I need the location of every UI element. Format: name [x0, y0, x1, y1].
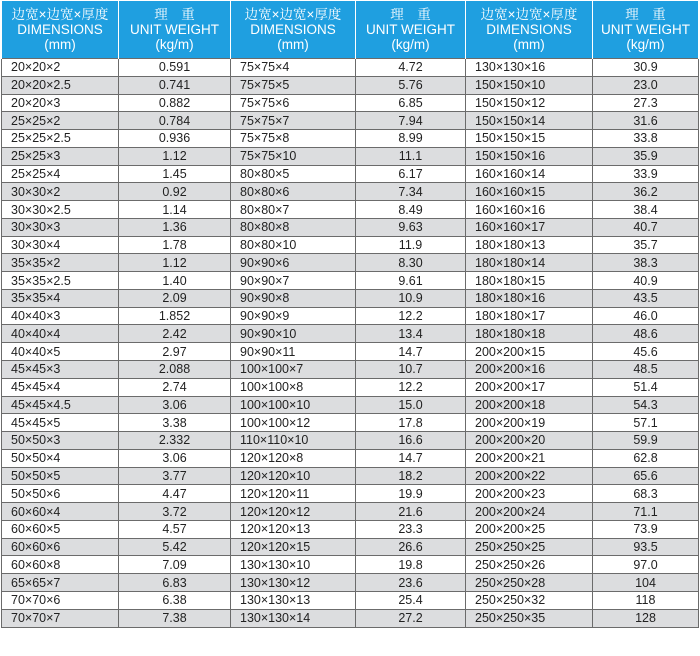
dimensions-cell: 160×160×14	[466, 165, 593, 183]
weight-cell: 16.6	[356, 432, 466, 450]
weight-cell: 118	[593, 591, 699, 609]
dimensions-cell: 100×100×8	[231, 378, 356, 396]
weight-cell: 3.77	[119, 467, 231, 485]
table-row	[2, 378, 699, 396]
dimensions-cell: 250×250×32	[466, 591, 593, 609]
dimensions-cell: 130×130×10	[231, 556, 356, 574]
dimensions-cell: 90×90×9	[231, 307, 356, 325]
table-row	[2, 201, 699, 219]
dimensions-cell: 45×45×5	[2, 414, 119, 432]
weight-cell: 14.7	[356, 343, 466, 361]
table-row	[2, 361, 699, 379]
dimensions-cell: 150×150×12	[466, 94, 593, 112]
table-row	[2, 94, 699, 112]
weight-cell: 0.882	[119, 94, 231, 112]
weight-cell: 43.5	[593, 289, 699, 307]
table-row	[2, 325, 699, 343]
dimensions-cell: 40×40×5	[2, 343, 119, 361]
dimensions-cell: 120×120×13	[231, 520, 356, 538]
header-cn: 理 重	[154, 7, 195, 22]
weight-cell: 2.088	[119, 361, 231, 379]
table-row	[2, 165, 699, 183]
header-en: DIMENSIONS	[17, 22, 103, 37]
header-unit: (kg/m)	[155, 37, 194, 52]
dimensions-cell: 200×200×20	[466, 432, 593, 450]
dimensions-cell: 200×200×25	[466, 520, 593, 538]
weight-cell: 40.7	[593, 218, 699, 236]
dimensions-cell: 180×180×17	[466, 307, 593, 325]
header-unit: (mm)	[513, 37, 545, 52]
dimensions-cell: 180×180×13	[466, 236, 593, 254]
weight-cell: 48.5	[593, 361, 699, 379]
weight-cell: 4.57	[119, 520, 231, 538]
dimensions-cell: 25×25×2.5	[2, 130, 119, 148]
weight-cell: 17.8	[356, 414, 466, 432]
dimensions-cell: 90×90×8	[231, 289, 356, 307]
dimensions-cell: 200×200×17	[466, 378, 593, 396]
weight-cell: 0.591	[119, 59, 231, 77]
weight-cell: 38.4	[593, 201, 699, 219]
weight-cell: 4.47	[119, 485, 231, 503]
table-row	[2, 254, 699, 272]
weight-cell: 97.0	[593, 556, 699, 574]
dimensions-cell: 45×45×4	[2, 378, 119, 396]
weight-cell: 23.3	[356, 520, 466, 538]
weight-cell: 1.40	[119, 272, 231, 290]
weight-cell: 45.6	[593, 343, 699, 361]
dimensions-cell: 75×75×10	[231, 147, 356, 165]
dimensions-cell: 130×130×16	[466, 59, 593, 77]
dimensions-cell: 150×150×14	[466, 112, 593, 130]
dimensions-cell: 250×250×28	[466, 574, 593, 592]
weight-cell: 57.1	[593, 414, 699, 432]
weight-cell: 1.45	[119, 165, 231, 183]
weight-cell: 7.38	[119, 609, 231, 627]
weight-cell: 11.9	[356, 236, 466, 254]
table-row	[2, 556, 699, 574]
weight-cell: 6.85	[356, 94, 466, 112]
weight-cell: 0.741	[119, 76, 231, 94]
weight-cell: 31.6	[593, 112, 699, 130]
dimensions-cell: 65×65×7	[2, 574, 119, 592]
header-unit: (mm)	[44, 37, 76, 52]
dimensions-cell: 100×100×12	[231, 414, 356, 432]
header-en: UNIT WEIGHT	[366, 22, 455, 37]
dimensions-cell: 200×200×23	[466, 485, 593, 503]
table-row	[2, 218, 699, 236]
weight-cell: 3.38	[119, 414, 231, 432]
dimensions-cell: 75×75×6	[231, 94, 356, 112]
weight-cell: 0.92	[119, 183, 231, 201]
weight-cell: 33.8	[593, 130, 699, 148]
dimensions-cell: 50×50×5	[2, 467, 119, 485]
weight-cell: 25.4	[356, 591, 466, 609]
dimensions-cell: 150×150×16	[466, 147, 593, 165]
weight-cell: 1.36	[119, 218, 231, 236]
dimensions-cell: 200×200×22	[466, 467, 593, 485]
weight-cell: 0.936	[119, 130, 231, 148]
table-body	[2, 59, 699, 628]
dimensions-cell: 130×130×12	[231, 574, 356, 592]
dimensions-cell: 80×80×8	[231, 218, 356, 236]
dimensions-cell: 75×75×5	[231, 76, 356, 94]
table-row	[2, 183, 699, 201]
dimensions-cell: 100×100×7	[231, 361, 356, 379]
header-dimensions-2	[231, 1, 356, 59]
weight-cell: 1.12	[119, 147, 231, 165]
weight-cell: 35.7	[593, 236, 699, 254]
weight-cell: 8.49	[356, 201, 466, 219]
dimensions-cell: 150×150×10	[466, 76, 593, 94]
dimensions-cell: 25×25×4	[2, 165, 119, 183]
dimensions-cell: 30×30×2.5	[2, 201, 119, 219]
header-cn: 理 重	[390, 7, 431, 22]
weight-cell: 13.4	[356, 325, 466, 343]
dimensions-cell: 60×60×5	[2, 520, 119, 538]
dimensions-cell: 250×250×25	[466, 538, 593, 556]
table-row	[2, 538, 699, 556]
dimensions-cell: 200×200×19	[466, 414, 593, 432]
dimensions-cell: 120×120×12	[231, 503, 356, 521]
header-unit: (kg/m)	[626, 37, 665, 52]
header-unit-weight-3	[593, 1, 699, 59]
dimensions-cell: 160×160×16	[466, 201, 593, 219]
dimensions-cell: 130×130×14	[231, 609, 356, 627]
dimensions-cell: 250×250×26	[466, 556, 593, 574]
weight-cell: 71.1	[593, 503, 699, 521]
weight-cell: 11.1	[356, 147, 466, 165]
weight-cell: 7.94	[356, 112, 466, 130]
dimensions-cell: 45×45×3	[2, 361, 119, 379]
weight-cell: 73.9	[593, 520, 699, 538]
dimensions-cell: 50×50×6	[2, 485, 119, 503]
weight-cell: 6.83	[119, 574, 231, 592]
weight-cell: 1.852	[119, 307, 231, 325]
weight-cell: 30.9	[593, 59, 699, 77]
weight-cell: 46.0	[593, 307, 699, 325]
header-en: DIMENSIONS	[486, 22, 572, 37]
dimensions-cell: 25×25×2	[2, 112, 119, 130]
weight-cell: 15.0	[356, 396, 466, 414]
weight-cell: 2.09	[119, 289, 231, 307]
dimensions-cell: 20×20×2.5	[2, 76, 119, 94]
dimensions-cell: 35×35×2.5	[2, 272, 119, 290]
dimensions-cell: 110×110×10	[231, 432, 356, 450]
table-row	[2, 112, 699, 130]
header-unit: (mm)	[277, 37, 309, 52]
weight-cell: 2.97	[119, 343, 231, 361]
table-row	[2, 76, 699, 94]
dimensions-cell: 80×80×6	[231, 183, 356, 201]
table-row	[2, 503, 699, 521]
weight-cell: 7.09	[119, 556, 231, 574]
table-row	[2, 467, 699, 485]
weight-cell: 1.78	[119, 236, 231, 254]
dimensions-cell: 90×90×7	[231, 272, 356, 290]
weight-cell: 8.99	[356, 130, 466, 148]
weight-cell: 104	[593, 574, 699, 592]
weight-cell: 19.8	[356, 556, 466, 574]
table-row	[2, 59, 699, 77]
weight-cell: 18.2	[356, 467, 466, 485]
dimensions-cell: 200×200×15	[466, 343, 593, 361]
weight-cell: 14.7	[356, 449, 466, 467]
dimensions-cell: 130×130×13	[231, 591, 356, 609]
dimensions-cell: 35×35×4	[2, 289, 119, 307]
angle-steel-weight-table	[1, 1, 699, 628]
dimensions-cell: 180×180×18	[466, 325, 593, 343]
weight-cell: 27.2	[356, 609, 466, 627]
weight-cell: 10.7	[356, 361, 466, 379]
dimensions-cell: 120×120×15	[231, 538, 356, 556]
dimensions-cell: 60×60×4	[2, 503, 119, 521]
table-row	[2, 432, 699, 450]
weight-cell: 2.332	[119, 432, 231, 450]
weight-cell: 38.3	[593, 254, 699, 272]
dimensions-cell: 120×120×8	[231, 449, 356, 467]
table-row	[2, 147, 699, 165]
dimensions-cell: 45×45×4.5	[2, 396, 119, 414]
dimensions-cell: 35×35×2	[2, 254, 119, 272]
dimensions-cell: 90×90×6	[231, 254, 356, 272]
header-en: DIMENSIONS	[250, 22, 336, 37]
header-unit-weight-2	[356, 1, 466, 59]
dimensions-cell: 90×90×10	[231, 325, 356, 343]
weight-cell: 1.12	[119, 254, 231, 272]
table-row	[2, 396, 699, 414]
weight-cell: 9.63	[356, 218, 466, 236]
weight-cell: 48.6	[593, 325, 699, 343]
dimensions-cell: 180×180×14	[466, 254, 593, 272]
dimensions-cell: 20×20×2	[2, 59, 119, 77]
header-en: UNIT WEIGHT	[601, 22, 690, 37]
dimensions-cell: 60×60×6	[2, 538, 119, 556]
dimensions-cell: 120×120×11	[231, 485, 356, 503]
dimensions-cell: 30×30×3	[2, 218, 119, 236]
dimensions-cell: 75×75×4	[231, 59, 356, 77]
weight-cell: 5.42	[119, 538, 231, 556]
dimensions-cell: 20×20×3	[2, 94, 119, 112]
weight-cell: 12.2	[356, 307, 466, 325]
table-row	[2, 449, 699, 467]
weight-cell: 23.6	[356, 574, 466, 592]
dimensions-cell: 120×120×10	[231, 467, 356, 485]
dimensions-cell: 75×75×7	[231, 112, 356, 130]
dimensions-cell: 100×100×10	[231, 396, 356, 414]
header-dimensions-1	[2, 1, 119, 59]
weight-cell: 21.6	[356, 503, 466, 521]
weight-cell: 23.0	[593, 76, 699, 94]
dimensions-cell: 250×250×35	[466, 609, 593, 627]
header-en: UNIT WEIGHT	[130, 22, 219, 37]
dimensions-cell: 30×30×4	[2, 236, 119, 254]
dimensions-cell: 200×200×21	[466, 449, 593, 467]
weight-cell: 62.8	[593, 449, 699, 467]
table-row	[2, 591, 699, 609]
weight-cell: 10.9	[356, 289, 466, 307]
dimensions-cell: 150×150×15	[466, 130, 593, 148]
dimensions-cell: 200×200×18	[466, 396, 593, 414]
weight-cell: 0.784	[119, 112, 231, 130]
table-row	[2, 609, 699, 627]
dimensions-cell: 160×160×17	[466, 218, 593, 236]
dimensions-cell: 80×80×5	[231, 165, 356, 183]
dimensions-cell: 40×40×4	[2, 325, 119, 343]
dimensions-cell: 160×160×15	[466, 183, 593, 201]
weight-cell: 68.3	[593, 485, 699, 503]
header-cn: 边宽×边宽×厚度	[244, 7, 342, 22]
weight-cell: 3.06	[119, 449, 231, 467]
weight-cell: 2.74	[119, 378, 231, 396]
table-row	[2, 520, 699, 538]
dimensions-cell: 180×180×15	[466, 272, 593, 290]
weight-cell: 51.4	[593, 378, 699, 396]
table-row	[2, 272, 699, 290]
weight-cell: 93.5	[593, 538, 699, 556]
weight-cell: 27.3	[593, 94, 699, 112]
dimensions-cell: 50×50×3	[2, 432, 119, 450]
table-row	[2, 485, 699, 503]
table-row	[2, 130, 699, 148]
weight-cell: 1.14	[119, 201, 231, 219]
dimensions-cell: 40×40×3	[2, 307, 119, 325]
weight-cell: 65.6	[593, 467, 699, 485]
weight-cell: 6.17	[356, 165, 466, 183]
weight-cell: 12.2	[356, 378, 466, 396]
weight-cell: 33.9	[593, 165, 699, 183]
weight-cell: 4.72	[356, 59, 466, 77]
header-unit-weight-1	[119, 1, 231, 59]
weight-cell: 6.38	[119, 591, 231, 609]
weight-cell: 35.9	[593, 147, 699, 165]
table-row	[2, 343, 699, 361]
table-row	[2, 574, 699, 592]
weight-cell: 36.2	[593, 183, 699, 201]
table-row	[2, 414, 699, 432]
dimensions-cell: 60×60×8	[2, 556, 119, 574]
weight-cell: 40.9	[593, 272, 699, 290]
dimensions-cell: 200×200×24	[466, 503, 593, 521]
weight-cell: 5.76	[356, 76, 466, 94]
weight-cell: 8.30	[356, 254, 466, 272]
weight-cell: 7.34	[356, 183, 466, 201]
dimensions-cell: 80×80×7	[231, 201, 356, 219]
weight-cell: 54.3	[593, 396, 699, 414]
table-row	[2, 289, 699, 307]
header-cn: 边宽×边宽×厚度	[480, 7, 578, 22]
weight-cell: 19.9	[356, 485, 466, 503]
dimensions-cell: 25×25×3	[2, 147, 119, 165]
dimensions-cell: 30×30×2	[2, 183, 119, 201]
weight-cell: 59.9	[593, 432, 699, 450]
header-unit: (kg/m)	[391, 37, 430, 52]
table-header-row	[2, 1, 699, 59]
dimensions-cell: 180×180×16	[466, 289, 593, 307]
weight-cell: 9.61	[356, 272, 466, 290]
dimensions-cell: 200×200×16	[466, 361, 593, 379]
weight-cell: 128	[593, 609, 699, 627]
dimensions-cell: 90×90×11	[231, 343, 356, 361]
dimensions-cell: 70×70×7	[2, 609, 119, 627]
dimensions-cell: 50×50×4	[2, 449, 119, 467]
weight-cell: 3.06	[119, 396, 231, 414]
weight-cell: 3.72	[119, 503, 231, 521]
dimensions-cell: 80×80×10	[231, 236, 356, 254]
dimensions-cell: 70×70×6	[2, 591, 119, 609]
header-dimensions-3	[466, 1, 593, 59]
table-row	[2, 236, 699, 254]
table-row	[2, 307, 699, 325]
weight-cell: 26.6	[356, 538, 466, 556]
header-cn: 边宽×边宽×厚度	[11, 7, 109, 22]
weight-cell: 2.42	[119, 325, 231, 343]
dimensions-cell: 75×75×8	[231, 130, 356, 148]
header-cn: 理 重	[625, 7, 666, 22]
